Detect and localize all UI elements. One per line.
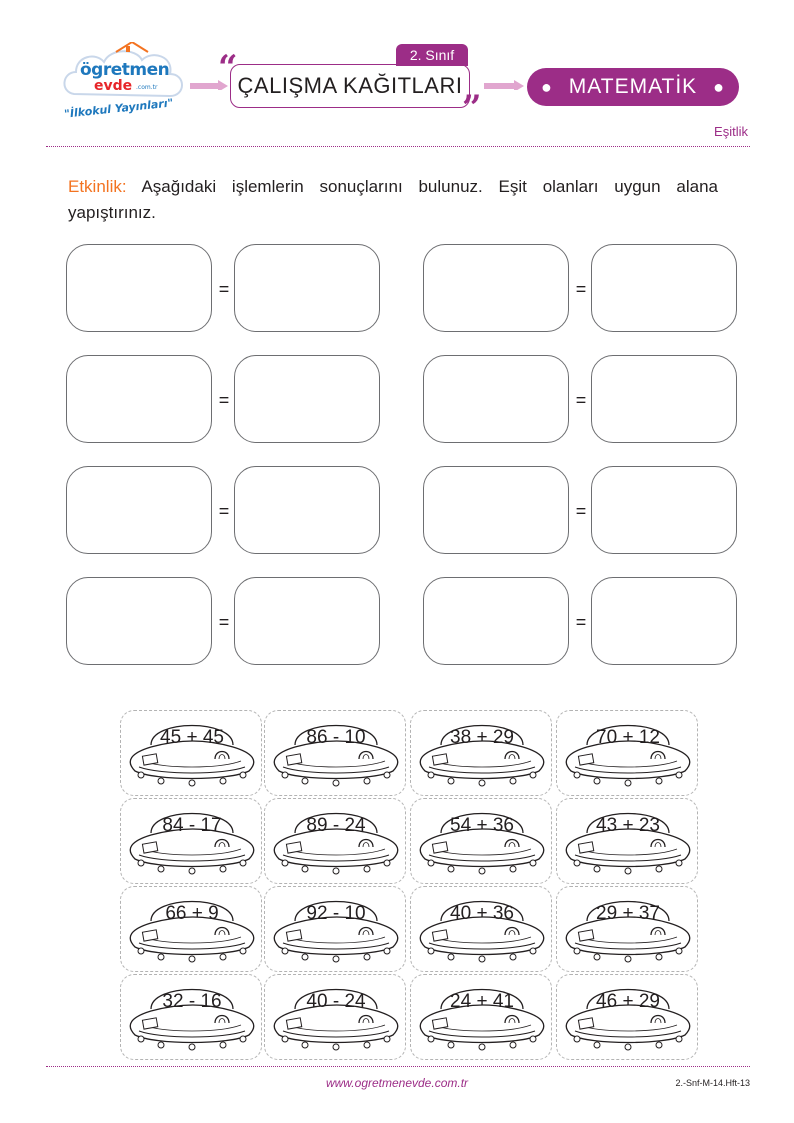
- worksheet-title: ÇALIŞMA KAĞITLARI: [230, 64, 470, 108]
- ufo-icon: [121, 975, 263, 1061]
- expression-text: 70 + 12: [596, 727, 660, 748]
- expression-text: 89 - 24: [306, 815, 366, 836]
- answer-box[interactable]: [591, 244, 737, 332]
- expression-text: 54 + 36: [450, 815, 514, 836]
- answer-box[interactable]: [423, 466, 569, 554]
- expression-text: 29 + 37: [596, 903, 660, 924]
- answer-box[interactable]: [66, 355, 212, 443]
- expression-text: 66 + 9: [165, 903, 219, 924]
- expression-card[interactable]: [264, 798, 406, 884]
- arrow-right-icon: [484, 80, 524, 90]
- expression-card[interactable]: [264, 974, 406, 1060]
- expression-text: 38 + 29: [450, 727, 514, 748]
- activity-instructions: [68, 174, 718, 226]
- header-divider: [46, 146, 750, 147]
- activity-text: Aşağıdaki işlemlerin sonuçlarını bulunuz. Eşit olanları uygun alana yapıştırınız.: [68, 177, 718, 222]
- answer-box[interactable]: [234, 466, 380, 554]
- logo-tld: .com.tr: [136, 84, 158, 91]
- expression-card[interactable]: [410, 798, 552, 884]
- expression-text: 86 - 10: [306, 727, 366, 748]
- equals-sign: =: [575, 279, 587, 299]
- ufo-icon: [557, 887, 699, 973]
- expression-card[interactable]: [410, 710, 552, 796]
- expression-card[interactable]: [264, 886, 406, 972]
- expression-card[interactable]: [410, 974, 552, 1060]
- ufo-icon: [121, 711, 263, 797]
- answer-box[interactable]: [423, 577, 569, 665]
- bullet-icon: ●: [713, 76, 725, 97]
- answer-box[interactable]: [423, 244, 569, 332]
- equals-sign: =: [218, 279, 230, 299]
- topic-label: Eşitlik: [714, 124, 748, 139]
- publisher-logo: [60, 42, 190, 128]
- ufo-icon: [411, 887, 553, 973]
- ufo-icon: [557, 799, 699, 885]
- ufo-icon: [121, 887, 263, 973]
- expression-card[interactable]: [120, 974, 262, 1060]
- ufo-icon: [411, 975, 553, 1061]
- expression-text: 24 + 41: [450, 991, 514, 1012]
- equals-sign: =: [218, 390, 230, 410]
- expression-card[interactable]: [264, 710, 406, 796]
- expression-text: 84 - 17: [162, 815, 222, 836]
- ufo-icon: [265, 975, 407, 1061]
- bullet-icon: ●: [541, 76, 553, 97]
- logo-word-ogretmen: ögretmen: [80, 60, 170, 80]
- ufo-icon: [557, 711, 699, 797]
- answer-box[interactable]: [591, 355, 737, 443]
- expression-card[interactable]: [556, 710, 698, 796]
- grade-badge: 2. Sınıf: [396, 44, 468, 66]
- open-quote-icon: “: [218, 48, 238, 88]
- ufo-icon: [265, 799, 407, 885]
- subject-pill: [527, 68, 739, 106]
- expression-card[interactable]: [556, 886, 698, 972]
- equals-sign: =: [575, 501, 587, 521]
- answer-box[interactable]: [66, 244, 212, 332]
- expression-card[interactable]: [120, 886, 262, 972]
- answer-box[interactable]: [423, 355, 569, 443]
- answer-box[interactable]: [234, 244, 380, 332]
- answer-box[interactable]: [591, 577, 737, 665]
- logo-word-evde: evde: [94, 78, 133, 94]
- answer-box[interactable]: [66, 466, 212, 554]
- expression-text: 43 + 23: [596, 815, 660, 836]
- answer-box[interactable]: [591, 466, 737, 554]
- subject-label: MATEMATİK: [568, 75, 698, 98]
- expression-card[interactable]: [410, 886, 552, 972]
- footer-divider: [46, 1066, 750, 1067]
- expression-text: 45 + 45: [160, 727, 224, 748]
- ufo-icon: [557, 975, 699, 1061]
- expression-text: 40 + 36: [450, 903, 514, 924]
- close-quote-icon: ”: [462, 88, 482, 128]
- expression-text: 40 - 24: [306, 991, 366, 1012]
- logo-subtitle: "İlkokul Yayınları": [63, 96, 174, 121]
- expression-card[interactable]: [556, 974, 698, 1060]
- footer-website[interactable]: www.ogretmenevde.com.tr: [325, 1076, 469, 1090]
- expression-text: 46 + 29: [596, 991, 660, 1012]
- footer-code: 2.-Snf-M-14.Hft-13: [675, 1078, 750, 1088]
- activity-label: Etkinlik:: [68, 177, 127, 196]
- equals-sign: =: [218, 501, 230, 521]
- answer-box[interactable]: [234, 355, 380, 443]
- expression-text: 32 - 16: [162, 991, 222, 1012]
- equals-sign: =: [575, 612, 587, 632]
- expression-text: 92 - 10: [306, 903, 366, 924]
- expression-card[interactable]: [120, 710, 262, 796]
- expression-card[interactable]: [120, 798, 262, 884]
- equals-sign: =: [218, 612, 230, 632]
- ufo-icon: [411, 711, 553, 797]
- ufo-icon: [121, 799, 263, 885]
- answer-box[interactable]: [234, 577, 380, 665]
- ufo-icon: [265, 887, 407, 973]
- equals-sign: =: [575, 390, 587, 410]
- answer-box[interactable]: [66, 577, 212, 665]
- expression-card[interactable]: [556, 798, 698, 884]
- ufo-icon: [411, 799, 553, 885]
- ufo-icon: [265, 711, 407, 797]
